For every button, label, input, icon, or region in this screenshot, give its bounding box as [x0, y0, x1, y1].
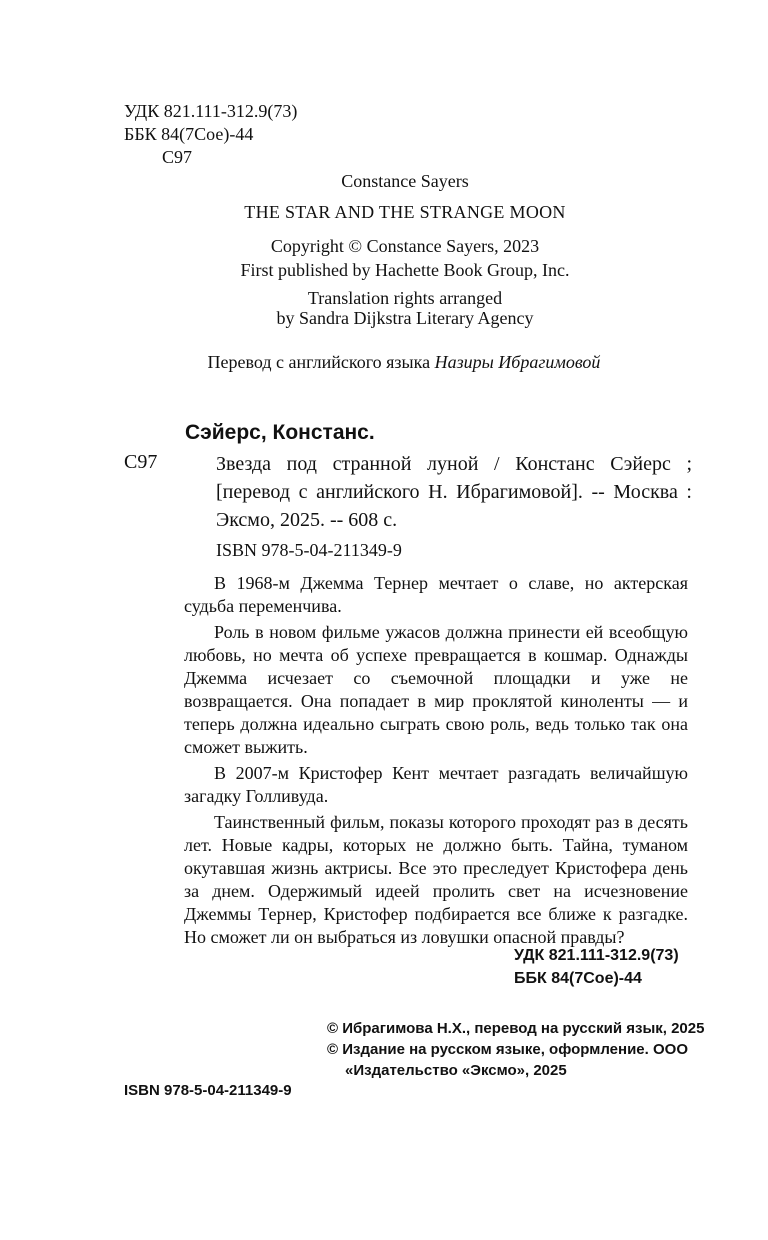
annotation-paragraph: В 1968-м Джемма Тернер мечтает о славе, но актерская судьба переменчива.: [184, 573, 688, 616]
rights-block: [170, 234, 640, 328]
translation-prefix: Перевод с английского языка: [207, 352, 431, 372]
bottom-udk: УДК 821.111-312.9(73): [514, 947, 679, 964]
original-author: Constance Sayers: [341, 171, 469, 191]
classification-block: [124, 100, 297, 169]
rights-line-1: Translation rights arranged: [307, 288, 503, 308]
published-line: First published by Hachette Book Group, Inc.: [240, 260, 570, 280]
catalog-author: Сэйерс, Констанс.: [185, 421, 375, 444]
rights-line-2: by Sandra Dijkstra Literary Agency: [276, 308, 534, 328]
copyright-line: Copyright © Constance Sayers, 2023: [270, 236, 540, 256]
copyrights-block: [327, 1018, 707, 1081]
annotation-paragraph: Роль в новом фильме ужасов должна принести ей всеобщую любовь, но мечта об успехе превращается в кошмар. Однажды Джемма исчезает со съемочной площадки и уже не возвращается. Она попадает в мир проклятой киноленты — и теперь должна идеально сыграть свою роль, ведь только так она сможет выжить.: [184, 622, 688, 757]
catalog-isbn: ISBN 978-5-04-211349-9: [216, 540, 402, 560]
catalog-description: Звезда под странной луной / Констанс Сэйерс ; [перевод с английского Н. Ибрагимовой]. -- Москва : Эксмо, 2025. -- 608 с.: [216, 453, 692, 531]
copyright-edition: © Издание на русском языке, оформление. ООО «Издательство «Эксмо», 2025: [327, 1041, 688, 1079]
translator-line: [124, 350, 684, 374]
udk-code: УДК 821.111-312.9(73): [124, 101, 298, 121]
bbk-code: ББК 84(7Сое)-44: [124, 124, 254, 144]
annotation: [184, 572, 688, 952]
annotation-paragraph: Таинственный фильм, показы которого проходят раз в десять лет. Новые кадры, которых не должно быть. Тайна, туманом окутавшая жизнь актрисы. Все это преследует Кристофера день за днем. Одержимый идеей пролить свет на исчезновение Джеммы Тернер, Кристофер подбирается все ближе к разгадке. Но сможет ли он выбраться из ловушки опасной правды?: [184, 812, 688, 947]
copyright-translation: © Ибрагимова Н.Х., перевод на русский язык, 2025: [327, 1020, 705, 1037]
bottom-classification: [514, 944, 679, 990]
author-code: С97: [162, 147, 193, 167]
bottom-isbn: ISBN 978-5-04-211349-9: [124, 1082, 292, 1099]
bottom-bbk: ББК 84(7Сое)-44: [514, 970, 642, 987]
translator-name: Назиры Ибрагимовой: [434, 352, 601, 372]
original-title: THE STAR AND THE STRANGE MOON: [244, 202, 566, 222]
catalog-code: С97: [124, 451, 158, 473]
annotation-paragraph: В 2007-м Кристофер Кент мечтает разгадать величайшую загадку Голливуда.: [184, 763, 688, 806]
